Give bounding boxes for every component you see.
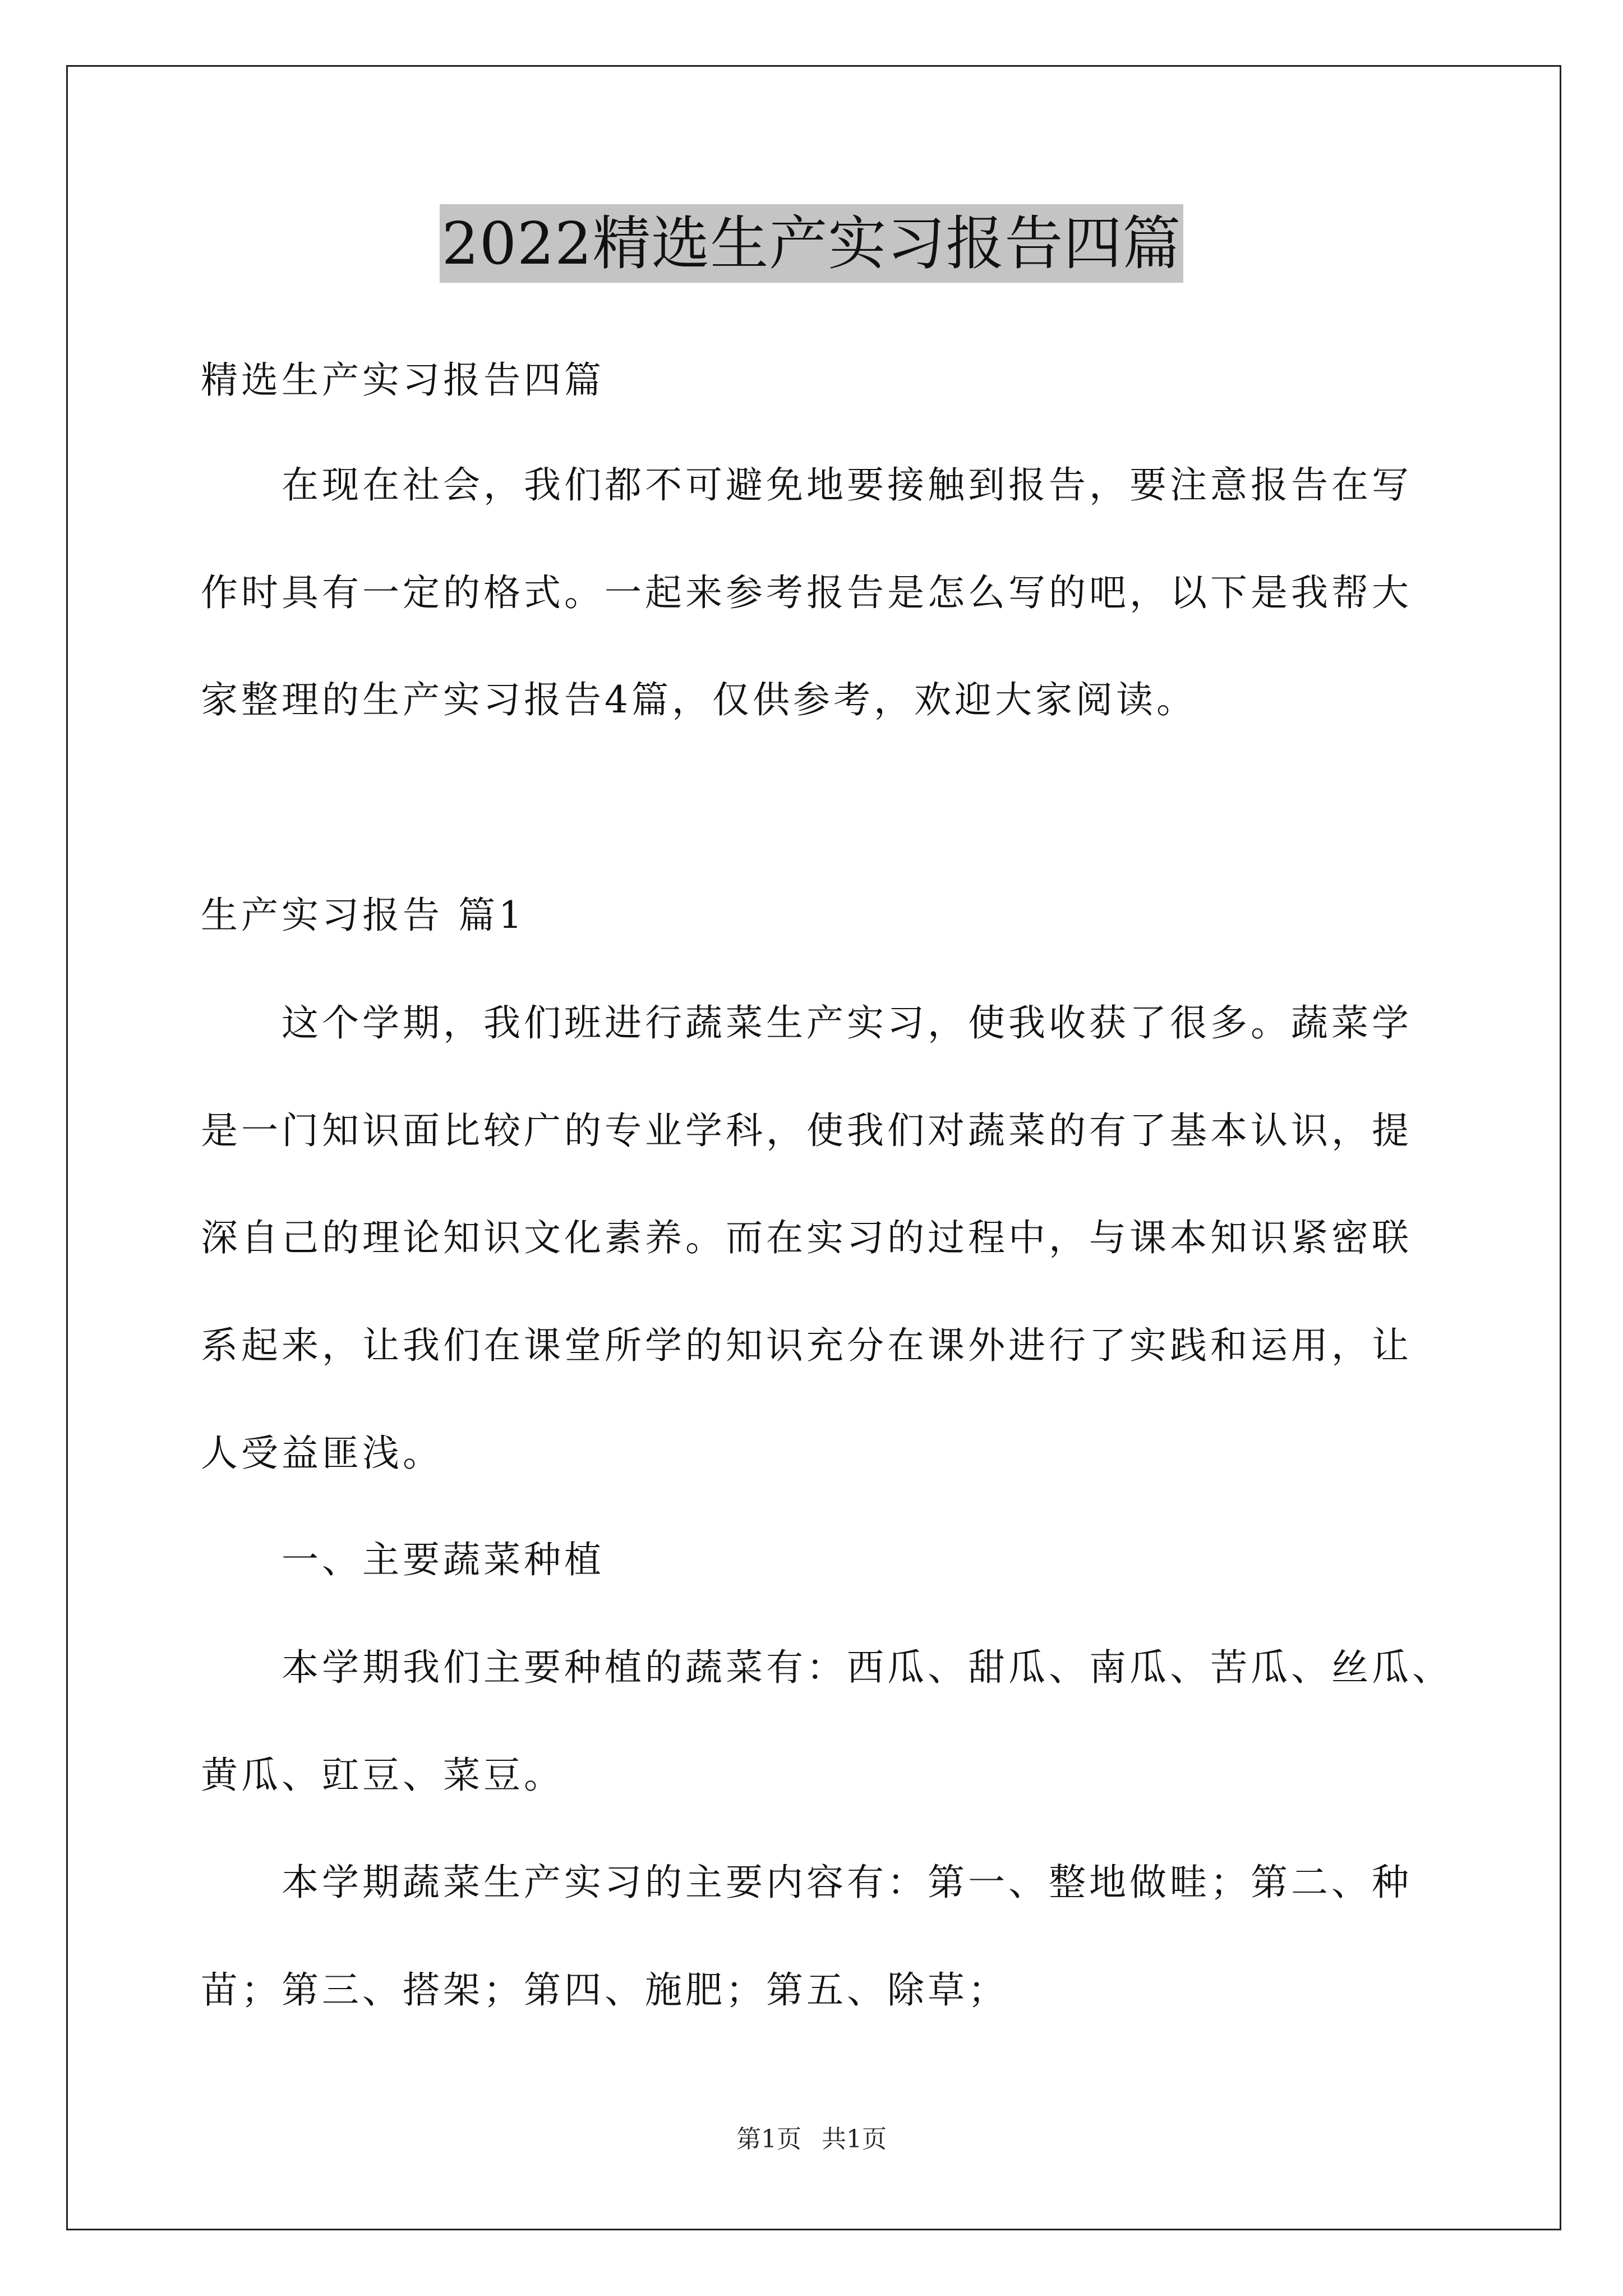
paragraph-line: 这个学期，我们班进行蔬菜生产实习，使我收获了很多。蔬菜学	[282, 1001, 1412, 1045]
paragraph-line: 苗；第三、搭架；第四、施肥；第五、除草；	[201, 1968, 1008, 2012]
page-number-total: 共1页	[822, 2125, 887, 2154]
intro-line: 家整理的生产实习报告4篇，仅供参考，欢迎大家阅读。	[201, 678, 1197, 721]
page-number-current: 第1页	[736, 2125, 801, 2154]
document-subtitle: 精选生产实习报告四篇	[201, 358, 605, 402]
document-title: 2022精选生产实习报告四篇	[440, 204, 1184, 283]
page-footer	[0, 2123, 1623, 2156]
paragraph-line: 是一门知识面比较广的专业学科，使我们对蔬菜的有了基本认识，提	[201, 1109, 1412, 1152]
section-heading: 生产实习报告 篇1	[201, 894, 525, 937]
paragraph-line: 本学期蔬菜生产实习的主要内容有：第一、整地做畦；第二、种	[282, 1861, 1412, 1904]
paragraph-line: 深自己的理论知识文化素养。而在实习的过程中，与课本知识紧密联	[201, 1216, 1412, 1259]
intro-line: 在现在社会，我们都不可避免地要接触到报告，要注意报告在写	[282, 463, 1412, 507]
document-body	[201, 0, 1453, 2296]
paragraph-line: 人受益匪浅。	[201, 1432, 443, 1475]
paragraph-line: 本学期我们主要种植的蔬菜有：西瓜、甜瓜、南瓜、苦瓜、丝瓜、	[282, 1646, 1453, 1689]
sub-heading: 一、主要蔬菜种植	[282, 1538, 605, 1581]
intro-line: 作时具有一定的格式。一起来参考报告是怎么写的吧，以下是我帮大	[201, 571, 1412, 614]
paragraph-line: 系起来，让我们在课堂所学的知识充分在课外进行了实践和运用，让	[201, 1324, 1412, 1367]
paragraph-line: 黄瓜、豇豆、菜豆。	[201, 1754, 564, 1797]
